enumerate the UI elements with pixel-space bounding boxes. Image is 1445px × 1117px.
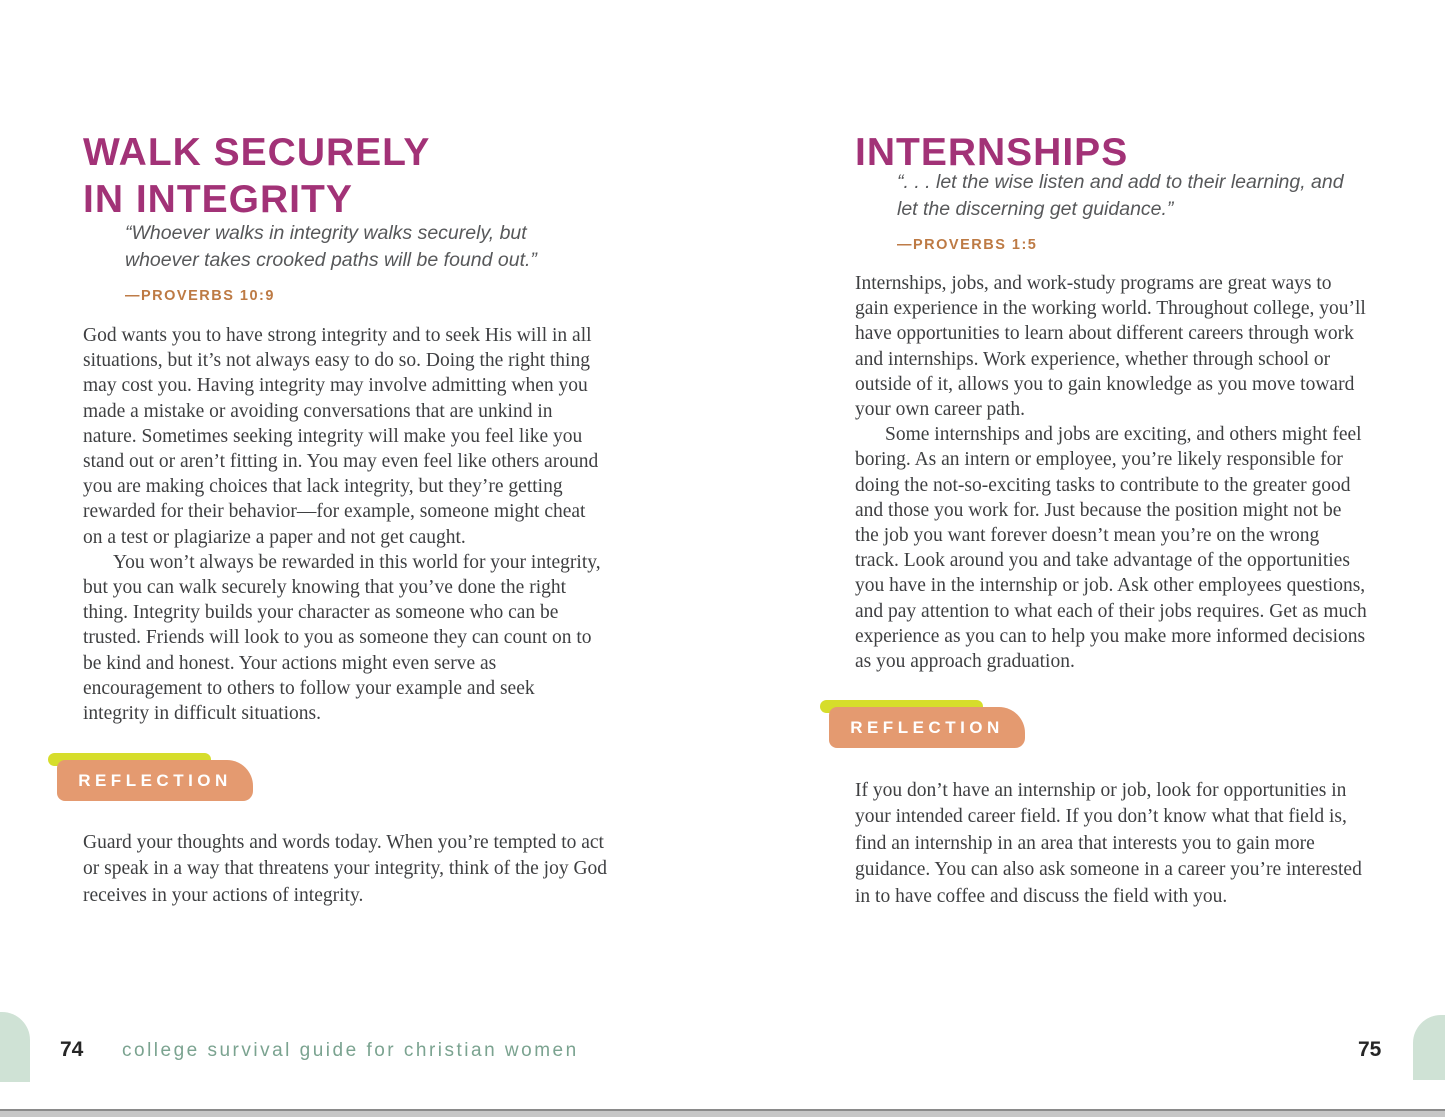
right-reflection-badge: REFLECTION (829, 707, 1025, 748)
right-title-line-1: INTERNSHIPS (855, 131, 1129, 175)
right-page-number: 75 (1358, 1038, 1382, 1061)
right-scripture-quote: “. . . let the wise listen and add to their learning, and let the discerning get guidance.” (897, 171, 1344, 220)
left-scripture-quote-block (125, 220, 601, 310)
right-reflection-badge-group (829, 700, 1109, 762)
running-footer-title: college survival guide for christian women (122, 1040, 579, 1061)
left-reflection-badge: REFLECTION (57, 760, 253, 801)
left-page-number: 74 (60, 1038, 84, 1061)
left-scripture-citation: —PROVERBS 10:9 (125, 288, 275, 304)
right-scripture-quote-block (897, 169, 1367, 259)
left-title-line-2: IN INTEGRITY (83, 178, 353, 222)
right-body-text (855, 271, 1367, 674)
corner-arch-right (1413, 1015, 1445, 1080)
right-paragraph-1: Internships, jobs, and work-study programs are great ways to gain experience in the working world. Throughout college, you’ll have opportunities to learn about different careers through work and internships. Work experience, whether through school or outside of it, allows you to gain knowledge as you move toward your own career path. (855, 273, 1366, 421)
right-paragraph-2: Some internships and jobs are exciting, and others might feel boring. As an intern or employee, you’re likely responsible for doing the not-so-exciting tasks to contribute to the greater good and those you work for. Just because the position might not be the job you want forever doesn’t mean you’re on the wrong track. Look around you and take advantage of the opportunities you have in the internship or job. Ask other employees questions, and pay attention to what each of their jobs requires. Get as much experience as you can to help you make more informed decisions as you approach graduation. (855, 424, 1367, 673)
left-paragraph-2: You won’t always be rewarded in this world for your integrity, but you can walk securely knowing that you’ve done the right thing. Integrity builds your character as someone who can be trusted. Friends will look to you as someone they can count on to be kind and honest. Your actions might even serve as encouragement to others to follow your example and seek integrity in difficult situations. (83, 551, 601, 725)
right-reflection-paragraph: If you don’t have an internship or job, look for opportunities in your intended career field. If you don’t know what that field is, find an internship in an area that interests you to gain more guidance. You can also ask someone in a career you’re interested in to have coffee and discuss the field with you. (855, 779, 1362, 907)
left-paragraph-1: God wants you to have strong integrity and to seek His will in all situations, but it’s not always easy to do so. Doing the right thing may cost you. Having integrity may involve admitting when you made a mistake or avoiding conversations that are unkind in nature. Sometimes seeking integrity will make you feel like you stand out or aren’t fitting in. You may even feel like others around you are making choices that lack integrity, but they’re getting rewarded for their behavior—for example, someone might cheat on a test or plagiarize a paper and not get caught. (83, 325, 599, 548)
left-chapter-title (83, 129, 430, 223)
left-scripture-quote: “Whoever walks in integrity walks securely, but whoever takes crooked paths will be found out.” (125, 222, 537, 271)
left-body-text (83, 323, 601, 726)
left-title-line-1: WALK SECURELY (83, 131, 431, 175)
left-reflection-paragraph: Guard your thoughts and words today. When you’re tempted to act or speak in a way that threatens your integrity, think of the joy God receives in your actions of integrity. (83, 831, 608, 906)
left-reflection-badge-group (57, 753, 337, 815)
right-scripture-citation: —PROVERBS 1:5 (897, 237, 1038, 253)
page-bottom-edge (0, 1109, 1445, 1117)
corner-arch-left (0, 1012, 30, 1082)
